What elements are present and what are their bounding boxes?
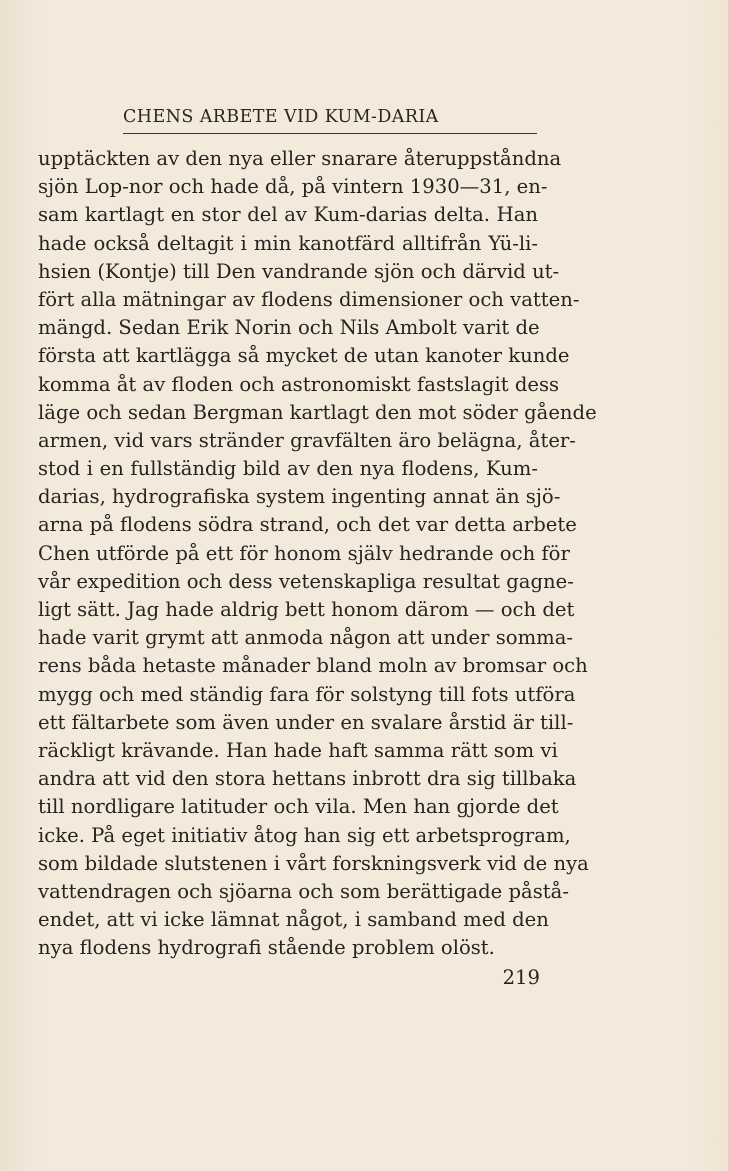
text-line: fört alla mätningar av flodens dimensioner och vatten-: [38, 287, 580, 311]
text-line: räckligt krävande. Han hade haft samma rätt som vi: [38, 738, 558, 762]
text-line: andra att vid den stora hettans inbrott dra sig tillbaka: [38, 767, 577, 791]
body-text: [38, 145, 597, 962]
page-number: 219: [502, 966, 540, 989]
text-line: som bildade slutstenen i vårt forskningsverk vid de nya: [38, 851, 589, 875]
text-line: icke. På eget initiativ åtog han sig ett arbetsprogram,: [38, 823, 571, 847]
text-line-last: nya flodens hydrografi stående problem olöst.: [38, 936, 495, 960]
text-line: arna på flodens södra strand, och det var detta arbete: [38, 513, 577, 537]
text-line: sjön Lop-nor och hade då, på vintern 1930—31, en-: [38, 175, 548, 199]
text-line: komma åt av floden och astronomiskt fastslagit dess: [38, 372, 560, 396]
text-line: ligt sätt. Jag hade aldrig bett honom därom — och det: [38, 598, 575, 621]
text-line: darias, hydrografiska system ingenting annat än sjö-: [38, 485, 561, 509]
text-line: till nordligare latituder och vila. Men han gjorde det: [38, 795, 559, 819]
text-line: mängd. Sedan Erik Norin och Nils Ambolt varit de: [38, 316, 540, 340]
text-line: ett fältarbete som även under en svalare årstid är till-: [38, 710, 574, 734]
text-line: mygg och med ständig fara för solstyng till fots utföra: [38, 682, 576, 706]
text-line: läge och sedan Bergman kartlagt den mot söder gående: [38, 400, 597, 424]
text-line: upptäckten av den nya eller snarare återuppståndna: [38, 147, 562, 170]
text-line: vattendragen och sjöarna och som berättigade påstå-: [38, 879, 569, 903]
text-line: första att kartlägga så mycket de utan kanoter kunde: [38, 344, 570, 368]
text-line: endet, att vi icke lämnat något, i samband med den: [38, 908, 549, 932]
header-rule: [123, 133, 537, 134]
text-line: armen, vid vars stränder gravfälten äro belägna, åter-: [38, 428, 576, 452]
text-line: sam kartlagt en stor del av Kum-darias delta. Han: [38, 203, 538, 227]
text-line: hade varit grymt att anmoda någon att under somma-: [38, 626, 574, 650]
text-line: hsien (Kontje) till Den vandrande sjön och därvid ut-: [38, 259, 560, 283]
text-line: hade också deltagit i min kanotfärd alltifrån Yü-li-: [38, 231, 538, 255]
text-line: vår expedition och dess vetenskapliga resultat gagne-: [38, 569, 574, 593]
text-line: rens båda hetaste månader bland moln av bromsar och: [38, 654, 588, 678]
text-line: stod i en fullständig bild av den nya flodens, Kum-: [38, 457, 538, 481]
running-head: CHENS ARBETE VID KUM-DARIA: [123, 107, 439, 127]
text-line: Chen utförde på ett för honom själv hedrande och för: [38, 541, 570, 565]
